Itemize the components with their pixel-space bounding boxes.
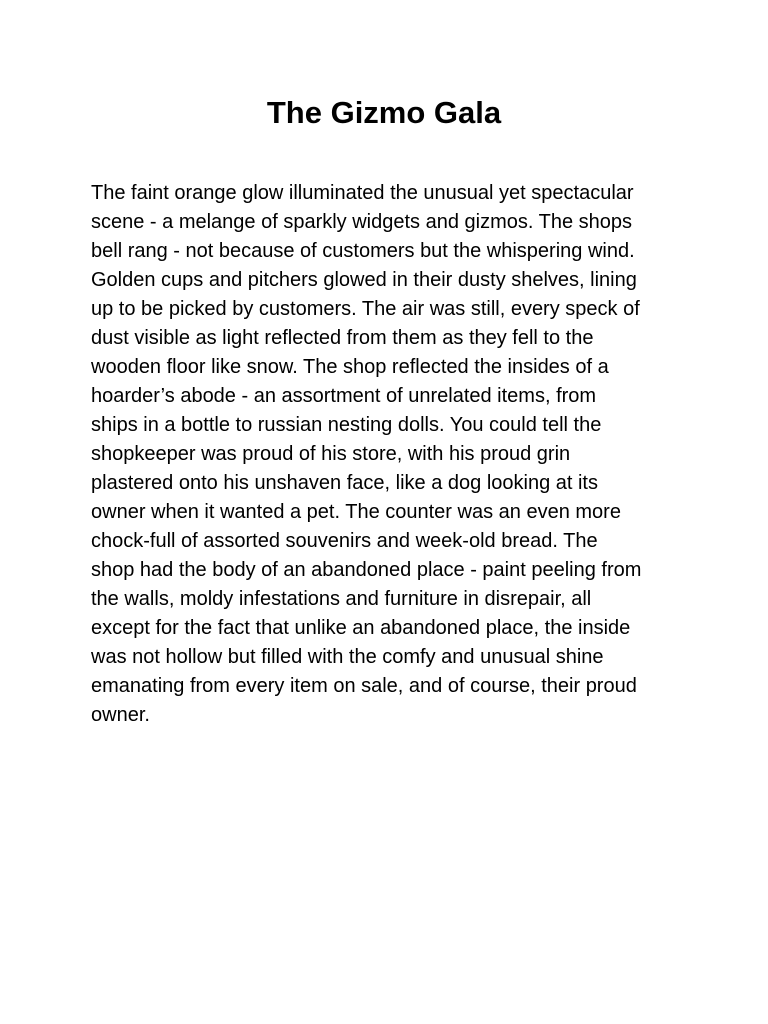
body-line: emanating from every item on sale, and of course, their proud	[91, 675, 637, 697]
body-line: Golden cups and pitchers glowed in their dusty shelves, lining	[91, 269, 637, 291]
body-line: dust visible as light reflected from them as they fell to the	[91, 327, 594, 349]
body-line: the walls, moldy infestations and furniture in disrepair, all	[91, 588, 592, 610]
body-line: ships in a bottle to russian nesting dolls. You could tell the	[91, 414, 602, 436]
document-body-paragraph	[91, 179, 691, 730]
body-line: was not hollow but filled with the comfy and unusual shine	[91, 646, 604, 668]
body-line: owner when it wanted a pet. The counter was an even more	[91, 501, 621, 523]
document-title: The Gizmo Gala	[266, 95, 502, 130]
body-line: plastered onto his unshaven face, like a dog looking at its	[91, 472, 598, 494]
body-line: shop had the body of an abandoned place - paint peeling from	[91, 559, 642, 581]
body-line: chock-full of assorted souvenirs and week-old bread. The	[91, 530, 598, 552]
body-line: The faint orange glow illuminated the unusual yet spectacular	[91, 182, 634, 204]
body-line: scene - a melange of sparkly widgets and gizmos. The shops	[91, 211, 633, 233]
body-line: hoarder’s abode - an assortment of unrelated items, from	[91, 385, 597, 407]
body-line: owner.	[91, 704, 150, 726]
body-line: wooden floor like snow. The shop reflected the insides of a	[91, 356, 609, 378]
body-line: bell rang - not because of customers but the whispering wind.	[91, 240, 635, 262]
body-line: up to be picked by customers. The air was still, every speck of	[91, 298, 640, 320]
body-line: except for the fact that unlike an abandoned place, the inside	[91, 617, 631, 639]
body-line: shopkeeper was proud of his store, with his proud grin	[91, 443, 571, 465]
